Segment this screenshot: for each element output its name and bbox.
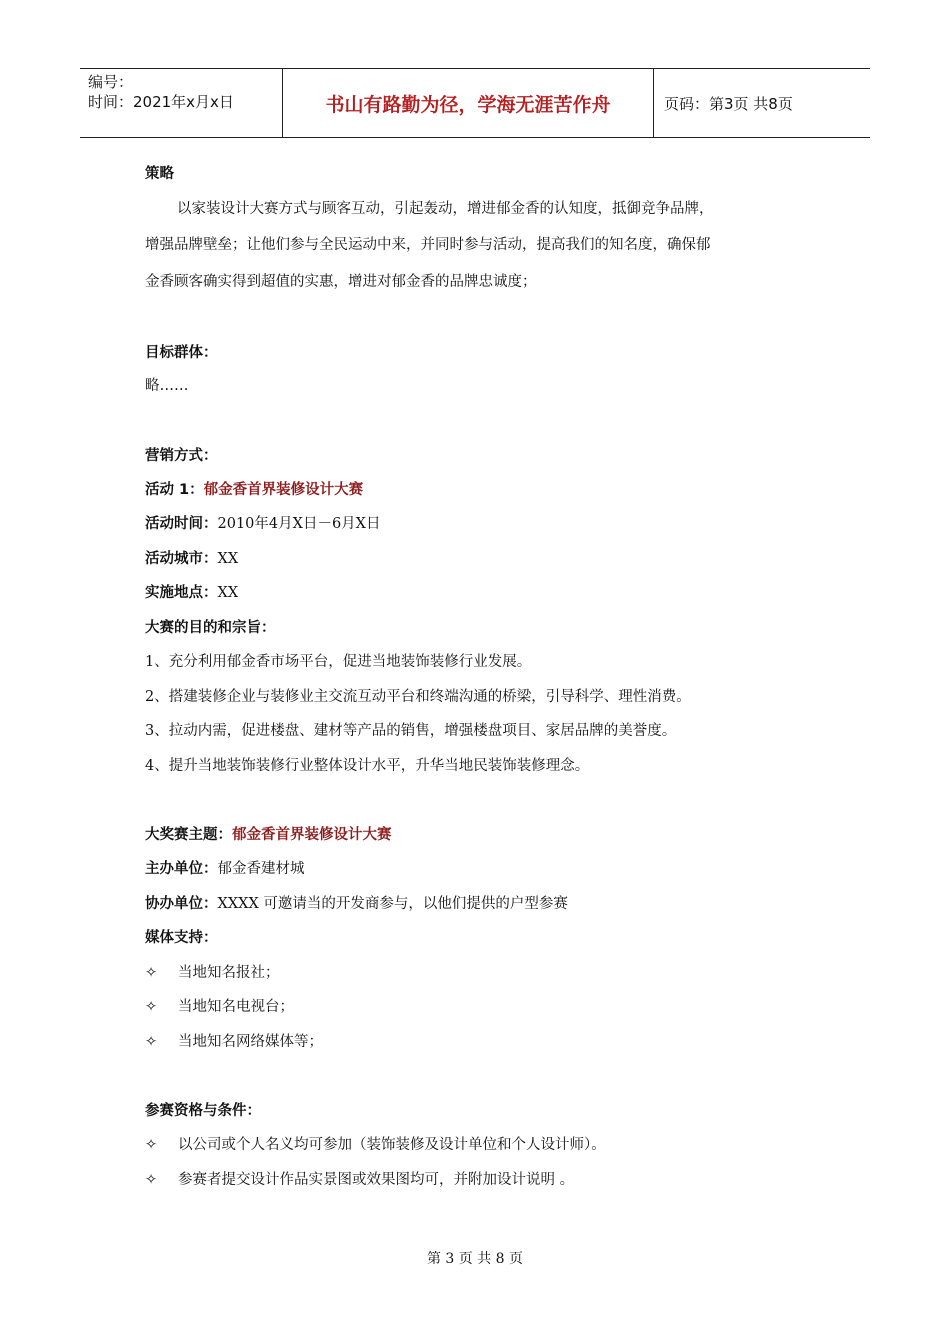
- diamond-bullet-icon: ✧: [145, 1137, 158, 1153]
- strategy-line-1: 以家装设计大赛方式与顾客互动，引起轰动，增进郁金香的认知度，抵御竞争品牌，: [177, 201, 714, 217]
- theme-line: [145, 823, 392, 844]
- activity-time-value: 2010年4月X日－6月X日: [217, 516, 381, 532]
- activity-city-label: 活动城市：: [145, 551, 218, 567]
- number-label: 编号：: [88, 73, 134, 91]
- diamond-bullet-icon: ✧: [145, 999, 158, 1015]
- activity-place-label: 实施地点：: [145, 585, 218, 601]
- purpose-item: 3、拉动内需，促进楼盘、建材等产品的销售，增强楼盘项目、家居品牌的美誉度。: [145, 723, 677, 739]
- target-text: 略……: [145, 378, 189, 394]
- purpose-item: 2、搭建装修企业与装修业主交流互动平台和终端沟通的桥梁，引导科学、理性消费。: [145, 689, 691, 705]
- activity-time-label: 活动时间：: [145, 516, 218, 532]
- purpose-item: 1、充分利用郁金香市场平台，促进当地装饰装修行业发展。: [145, 654, 532, 670]
- activity-line: [145, 478, 363, 499]
- host-value: 郁金香建材城: [217, 861, 305, 877]
- host-label: 主办单位：: [145, 861, 218, 877]
- media-heading: 媒体支持：: [145, 930, 218, 946]
- strategy-line-3: 金香顾客确实得到超值的实惠，增进对郁金香的品牌忠诚度；: [145, 274, 537, 290]
- header-left-cell: [80, 69, 282, 137]
- time-label: 时间：2021年x月x日: [88, 93, 234, 111]
- activity-city-value: XX: [217, 551, 239, 567]
- diamond-bullet-icon: ✧: [145, 1172, 158, 1188]
- header-page-info: 页码：第3页 共8页: [664, 95, 793, 113]
- header-motto: 书山有路勤为径，学海无涯苦作舟: [282, 69, 654, 137]
- activity-time-line: [145, 512, 381, 533]
- activity-label: 活动 1：: [145, 482, 204, 498]
- diamond-bullet-icon: ✧: [145, 1034, 158, 1050]
- media-item: ✧ 当地知名电视台；: [145, 999, 294, 1015]
- strategy-line-2: 增强品牌壁垒；让他们参与全民运动中来，并同时参与活动，提高我们的知名度，确保郁: [145, 237, 711, 253]
- activity-name: 郁金香首界装修设计大赛: [203, 482, 364, 498]
- purpose-heading: 大赛的目的和宗旨：: [145, 620, 276, 636]
- page-footer: 第 3 页 共 8 页: [426, 1251, 524, 1267]
- co-host-value: XXXX 可邀请当的开发商参与，以他们提供的户型参赛: [217, 896, 568, 912]
- co-host-label: 协办单位：: [145, 896, 218, 912]
- purpose-item: 4、提升当地装饰装修行业整体设计水平，升华当地民装饰装修理念。: [145, 758, 590, 774]
- media-item: ✧ 当地知名报社；: [145, 965, 280, 981]
- marketing-heading: 营销方式：: [145, 448, 218, 464]
- co-host-line: [145, 892, 568, 913]
- theme-value: 郁金香首界装修设计大赛: [232, 827, 392, 843]
- qualification-heading: 参赛资格与条件：: [145, 1103, 261, 1119]
- activity-place-value: XX: [217, 585, 239, 601]
- diamond-bullet-icon: ✧: [145, 965, 158, 981]
- target-heading: 目标群体：: [145, 345, 218, 361]
- theme-label: 大奖赛主题：: [145, 827, 232, 843]
- host-line: [145, 857, 305, 878]
- qualification-item: ✧ 以公司或个人名义均可参加（装饰装修及设计单位和个人设计师）。: [145, 1137, 606, 1153]
- activity-city-line: [145, 547, 238, 568]
- strategy-heading: 策略: [145, 166, 174, 182]
- media-item: ✧ 当地知名网络媒体等；: [145, 1034, 323, 1050]
- qualification-item: ✧ 参赛者提交设计作品实景图或效果图均可，并附加设计说明 。: [145, 1172, 575, 1188]
- activity-place-line: [145, 581, 238, 602]
- document-header: [80, 68, 870, 138]
